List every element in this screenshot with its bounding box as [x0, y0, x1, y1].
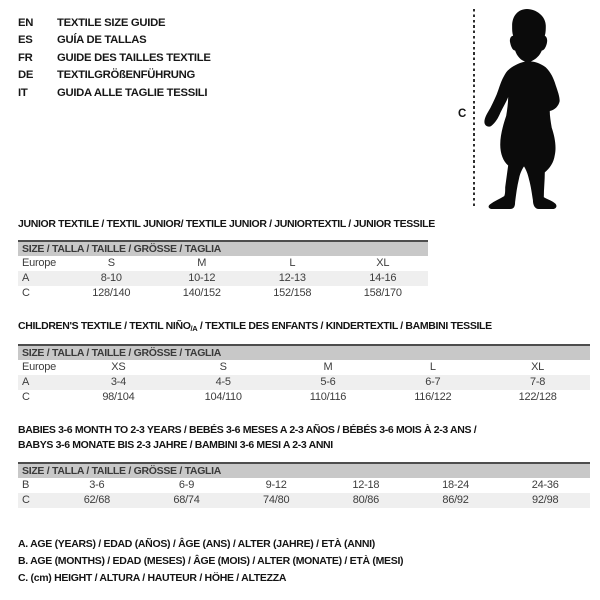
junior-size-table — [18, 240, 428, 301]
table-row — [18, 478, 590, 493]
children-title-sub: /A — [190, 324, 198, 333]
age-cell: 6-9 — [178, 479, 195, 491]
junior-table-title: JUNIOR TEXTILE / TEXTIL JUNIOR/ TEXTILE JUNIOR / JUNIORTEXTIL / JUNIOR TESSILE — [18, 218, 435, 230]
table-row — [18, 360, 590, 375]
size-header-bar: SIZE / TALLA / TAILLE / GRÖSSE / TAGLIA — [18, 242, 428, 256]
age-cell: 4-5 — [215, 376, 231, 388]
size-cell: XS — [111, 361, 126, 373]
height-cell: 62/68 — [83, 494, 110, 506]
lang-title: GUÍA DE TALLAS — [57, 34, 147, 47]
lang-code: EN — [18, 16, 34, 29]
babies-table-title — [18, 423, 476, 453]
age-cell: 18-24 — [442, 479, 469, 491]
size-cell: L — [289, 257, 296, 269]
row-label: Europe — [22, 257, 56, 269]
measurement-legend — [18, 536, 403, 587]
height-cell: 68/74 — [173, 494, 200, 506]
size-cell: L — [429, 361, 436, 373]
size-cell: M — [197, 257, 207, 269]
row-label: C — [22, 391, 30, 403]
age-cell: 12-13 — [278, 272, 306, 284]
lang-row-de — [18, 67, 211, 85]
babies-title-line1: BABIES 3-6 MONTH TO 2-3 YEARS / BEBÉS 3-6 MESES A 2-3 AÑOS / BÉBÉS 3-6 MOIS À 2-3 ANS / — [18, 424, 477, 436]
age-cell: 5-6 — [320, 376, 336, 388]
height-cell: 140/152 — [182, 287, 221, 299]
lang-code: ES — [18, 34, 33, 47]
size-cell: S — [219, 361, 227, 373]
babies-size-table — [18, 462, 590, 508]
legend-line-b: B. AGE (MONTHS) / EDAD (MESES) / ÂGE (MOIS) / ALTER (MONATE) / ETÀ (MESI) — [18, 555, 404, 567]
size-cell: M — [323, 361, 333, 373]
babies-title-line2: BABYS 3-6 MONATE BIS 2-3 JAHRE / BAMBINI 3-6 MESI A 2-3 ANNI — [18, 439, 333, 451]
table-row — [18, 375, 590, 390]
lang-row-es — [18, 32, 211, 50]
lang-code: DE — [18, 69, 34, 82]
height-cell: 86/92 — [442, 494, 469, 506]
age-cell: 3-4 — [110, 376, 126, 388]
children-title-part: / TEXTILE DES ENFANTS / KINDERTEXTIL / BAMBINI TESSILE — [197, 320, 492, 332]
children-size-table — [18, 344, 590, 405]
lang-title: TEXTILGRÖßENFÜHRUNG — [57, 69, 196, 82]
lang-row-it — [18, 84, 211, 102]
lang-title: TEXTILE SIZE GUIDE — [57, 16, 166, 29]
row-label: A — [22, 272, 30, 284]
height-cell: 74/80 — [263, 494, 290, 506]
height-cell: 122/128 — [518, 391, 557, 403]
language-header — [18, 14, 211, 102]
height-cell: 110/116 — [309, 391, 347, 403]
legend-line-c: C. (cm) HEIGHT / ALTURA / HAUTEUR / HÖHE / ALTEZZA — [18, 572, 287, 584]
row-label: Europe — [22, 361, 56, 373]
age-cell: 24-36 — [531, 479, 559, 491]
size-cell: XL — [376, 257, 390, 269]
height-cell: 152/158 — [273, 287, 312, 299]
table-row — [18, 286, 428, 301]
size-cell: XL — [531, 361, 545, 373]
age-cell: 3-6 — [89, 479, 105, 491]
age-cell: 9-12 — [265, 479, 287, 491]
lang-title: GUIDA ALLE TAGLIE TESSILI — [57, 86, 208, 99]
height-measure-label: C — [458, 108, 467, 120]
age-cell: 7-8 — [530, 376, 546, 388]
age-cell: 6-7 — [425, 376, 441, 388]
lang-row-fr — [18, 49, 211, 67]
height-measure-line — [473, 9, 475, 208]
row-label: B — [22, 479, 30, 491]
height-cell: 92/98 — [532, 494, 559, 506]
lang-code: FR — [18, 51, 33, 64]
height-cell: 80/86 — [352, 494, 379, 506]
age-cell: 12-18 — [352, 479, 380, 491]
lang-row-en — [18, 14, 211, 32]
row-label: A — [22, 376, 30, 388]
row-label: C — [22, 494, 30, 506]
children-title-part: CHILDREN'S TEXTILE / TEXTIL NIÑO — [18, 320, 191, 332]
baby-silhouette-icon — [481, 5, 569, 211]
height-cell: 128/140 — [92, 287, 131, 299]
table-row — [18, 493, 590, 508]
lang-code: IT — [18, 86, 28, 99]
age-cell: 14-16 — [369, 272, 397, 284]
table-row — [18, 390, 590, 405]
size-header-bar: SIZE / TALLA / TAILLE / GRÖSSE / TAGLIA — [18, 346, 590, 360]
size-header-bar: SIZE / TALLA / TAILLE / GRÖSSE / TAGLIA — [18, 464, 590, 478]
table-row — [18, 256, 428, 271]
age-cell: 8-10 — [100, 272, 122, 284]
lang-title: GUIDE DES TAILLES TEXTILE — [57, 51, 211, 64]
row-label: C — [22, 287, 30, 299]
size-cell: S — [107, 257, 115, 269]
children-table-title — [18, 319, 492, 336]
height-cell: 98/104 — [102, 391, 135, 403]
height-cell: 158/170 — [363, 287, 402, 299]
legend-line-a: A. AGE (YEARS) / EDAD (AÑOS) / ÂGE (ANS) / ALTER (JAHRE) / ETÀ (ANNI) — [18, 538, 375, 550]
table-row — [18, 271, 428, 286]
height-cell: 116/122 — [414, 391, 452, 403]
age-cell: 10-12 — [188, 272, 216, 284]
height-cell: 104/110 — [204, 391, 242, 403]
